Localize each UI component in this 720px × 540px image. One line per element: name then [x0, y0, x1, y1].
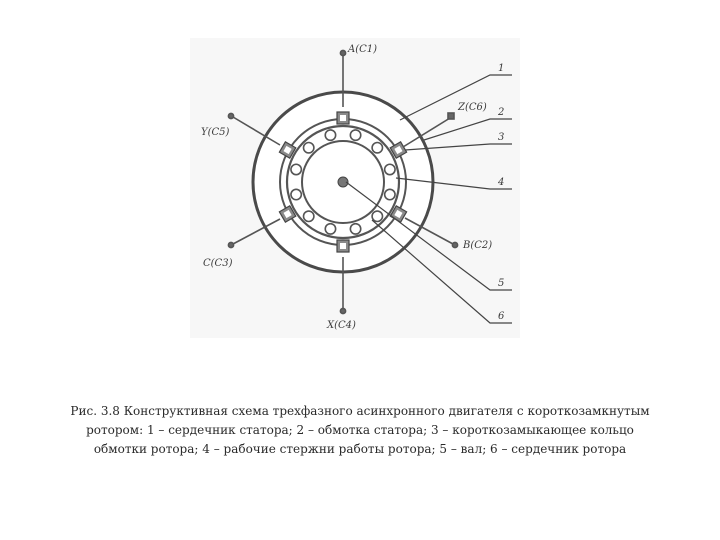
- terminal-z-box: [448, 113, 454, 119]
- caption-line-3: обмотки ротора; 4 – рабочие стержни работы ротора; 5 – вал; 6 – сердечник ротора: [93, 442, 627, 456]
- label-terminal-x: X(C4): [327, 320, 356, 331]
- callout-3: 3: [498, 132, 505, 143]
- callout-1: 1: [498, 63, 505, 74]
- terminal-a-dot: [340, 50, 345, 55]
- rotor-bar: [372, 211, 382, 221]
- caption-line-2: ротором: 1 – сердечник статора; 2 – обмотка статора; 3 – короткозамыкающее кольцо: [86, 423, 634, 437]
- rotor-bar: [304, 211, 314, 221]
- terminal-b-dot: [452, 242, 457, 247]
- figure-caption: [60, 402, 660, 459]
- stator-slot-core: [340, 115, 346, 121]
- terminal-y-dot: [228, 113, 233, 118]
- callout-2: 2: [498, 107, 505, 118]
- terminal-x-dot: [340, 308, 345, 313]
- label-terminal-z: Z(C6): [458, 102, 487, 113]
- rotor-bar: [385, 164, 395, 174]
- callout-4: 4: [498, 177, 505, 188]
- terminal-c-dot: [228, 242, 233, 247]
- rotor-bar: [372, 143, 382, 153]
- rotor-bar: [350, 224, 360, 234]
- label-terminal-a: A(C1): [348, 44, 378, 55]
- rotor-bar: [291, 189, 301, 199]
- rotor-bar: [385, 189, 395, 199]
- caption-line-1: Рис. 3.8 Конструктивная схема трехфазного асинхронного двигателя с короткозамкнутым: [70, 404, 650, 418]
- rotor-bar: [325, 224, 335, 234]
- rotor-bar: [304, 143, 314, 153]
- label-terminal-b: B(C2): [463, 240, 493, 251]
- callout-6: 6: [498, 311, 505, 322]
- rotor-bar: [291, 164, 301, 174]
- label-terminal-c: C(C3): [203, 258, 233, 269]
- rotor-bar: [350, 130, 360, 140]
- callout-5: 5: [498, 278, 505, 289]
- label-terminal-y: Y(C5): [201, 127, 230, 138]
- rotor-bar: [325, 130, 335, 140]
- stator-slot-core: [340, 243, 346, 249]
